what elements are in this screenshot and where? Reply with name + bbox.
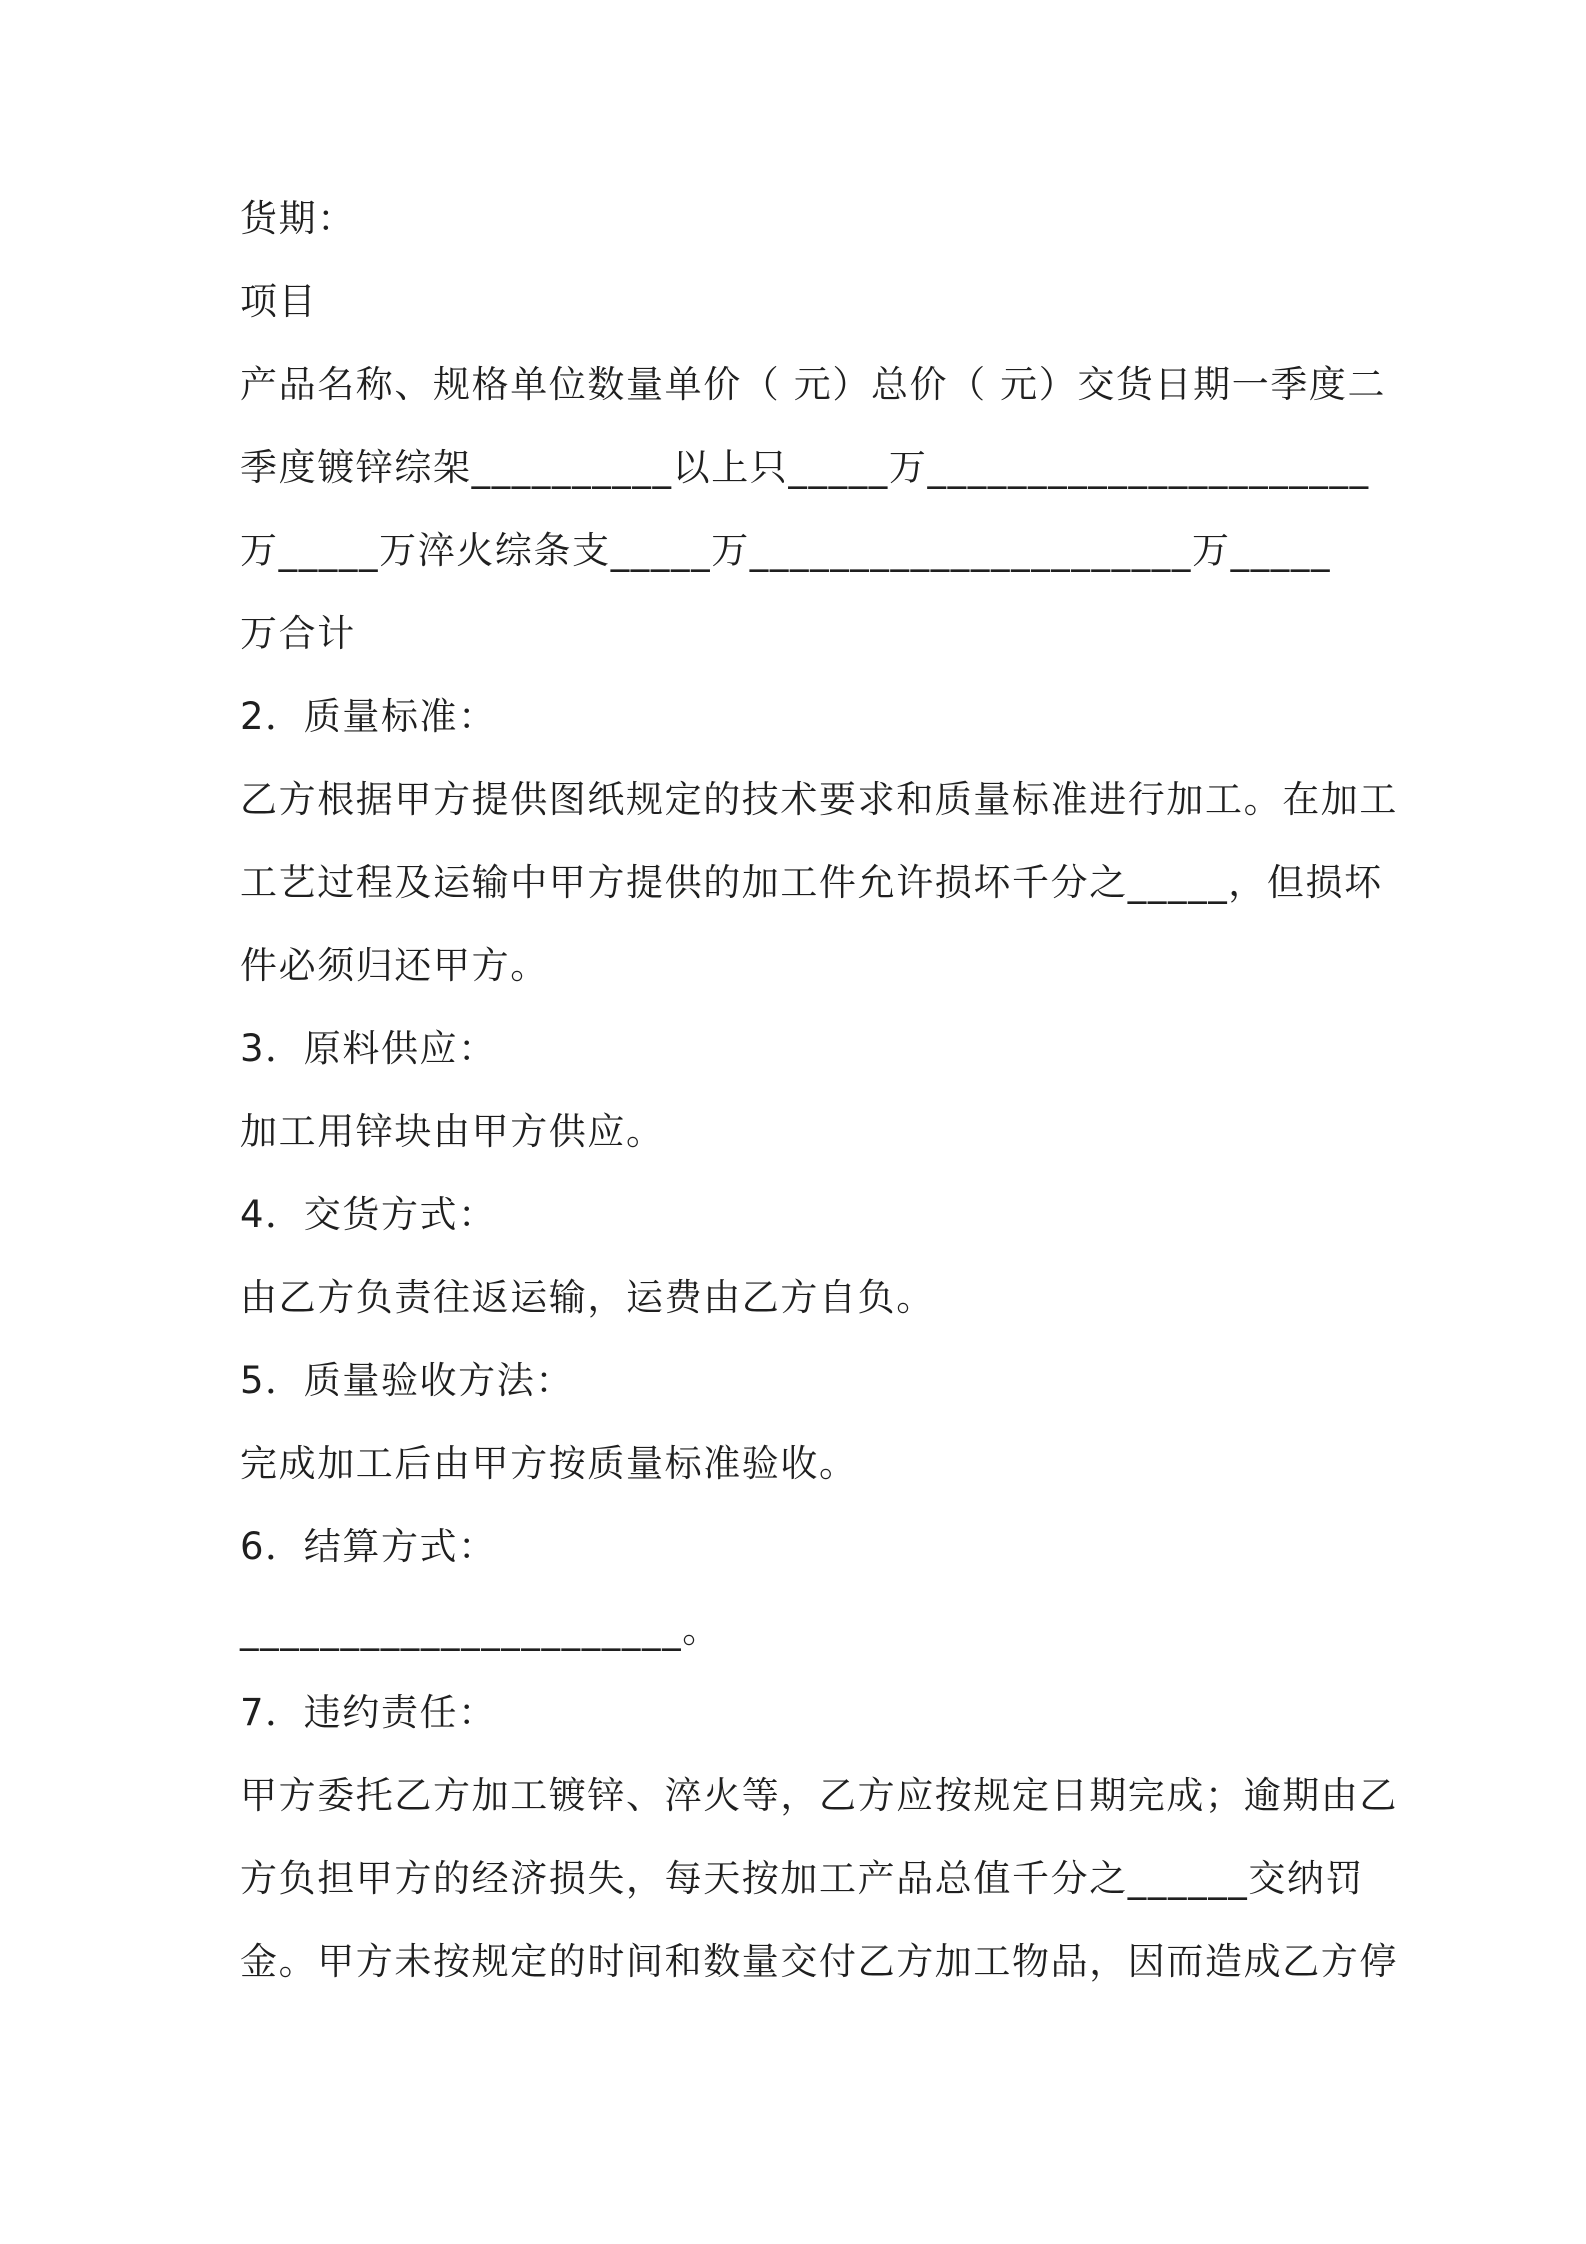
- paragraph-text: 件必须归还甲方。: [240, 944, 549, 987]
- item-label: 项目: [240, 280, 318, 323]
- section-heading-delivery-method: 4．交货方式：: [240, 1193, 497, 1236]
- paragraph-text: 方负担甲方的经济损失，每天按加工产品总值千分之______交纳罚: [240, 1857, 1365, 1900]
- paragraph-text: 甲方委托乙方加工镀锌、淬火等，乙方应按规定日期完成；逾期由乙: [240, 1774, 1398, 1817]
- section-heading-acceptance-method: 5．质量验收方法：: [240, 1359, 574, 1402]
- paragraph-text: 乙方根据甲方提供图纸规定的技术要求和质量标准进行加工。在加工: [240, 778, 1398, 821]
- paragraph-text: 金。甲方未按规定的时间和数量交付乙方加工物品，因而造成乙方停: [240, 1940, 1398, 1983]
- paragraph-text: 加工用锌块由甲方供应。: [240, 1110, 665, 1153]
- paragraph-text: 工艺过程及运输中甲方提供的加工件允许损坏千分之_____，但损坏: [240, 861, 1383, 904]
- delivery-period-label: 货期：: [240, 197, 356, 240]
- document-body: [240, 197, 1398, 2026]
- section-heading-settlement: 6．结算方式：: [240, 1525, 497, 1568]
- product-row-quenched: 万_____万淬火综条支_____万______________________万_____: [240, 529, 1332, 572]
- section-heading-raw-material: 3．原料供应：: [240, 1027, 497, 1070]
- section-heading-liability: 7．违约责任：: [240, 1691, 497, 1734]
- product-table-header: 产品名称、规格单位数量单价（ 元）总价（ 元）交货日期一季度二: [240, 363, 1387, 406]
- total-label: 万合计: [240, 612, 356, 655]
- settlement-blank-line: ______________________。: [240, 1608, 721, 1651]
- paragraph-text: 由乙方负责往返运输，运费由乙方自负。: [240, 1276, 935, 1319]
- section-heading-quality-standard: 2．质量标准：: [240, 695, 497, 738]
- paragraph-text: 完成加工后由甲方按质量标准验收。: [240, 1442, 858, 1485]
- product-row-galvanized: 季度镀锌综架__________以上只_____万______________________: [240, 446, 1370, 489]
